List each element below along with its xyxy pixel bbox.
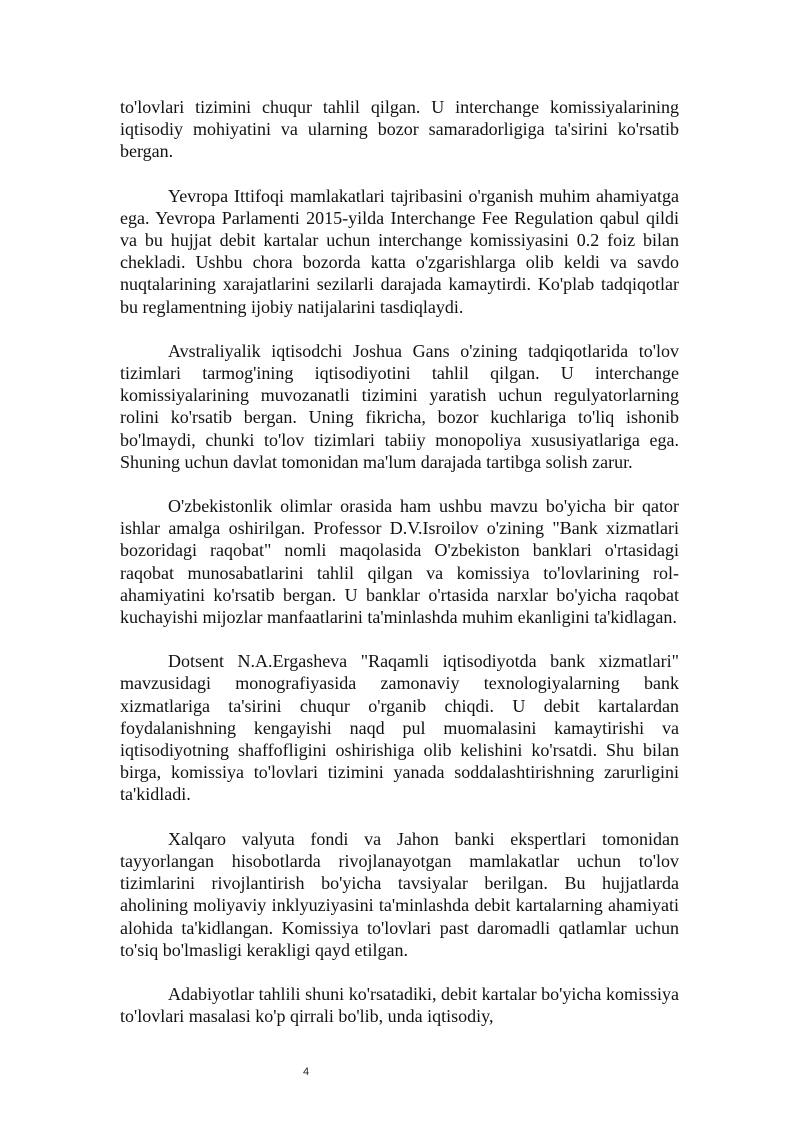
- paragraph-3: Avstraliyalik iqtisodchi Joshua Gans o'zining tadqiqotlarida to'lov tizimlari tarmog'ining iqtisodiyotini tahlil qilgan. U interchange komissiyalarining muvozanatli tizimini yaratish uchun regulyatorlarning rolini ko'rsatib bergan. Uning fikricha, bozor kuchlariga to'liq ishonib bo'lmaydi, chunki to'lov tizimlari tabiiy monopoliya xususiyatlariga ega. Shuning uchun davlat tomonidan ma'lum darajada tartibga solish zarur.: [120, 340, 679, 472]
- paragraph-1: to'lovlari tizimini chuqur tahlil qilgan. U interchange komissiyalarining iqtisodiy mohiyatini va ularning bozor samaradorligiga ta'sirini ko'rsatib bergan.: [120, 97, 679, 162]
- paragraph-6: Xalqaro valyuta fondi va Jahon banki ekspertlari tomonidan tayyorlangan hisobotlarda rivojlanayotgan mamlakatlar uchun to'lov tizimlarini rivojlantirish bo'yicha tavsiyalar berilgan. Bu hujjatlarda aholining moliyaviy inklyuziyasini ta'minlashda debit kartalarning ahamiyati alohida ta'kidlangan. Komissiya to'lovlari past daromadli qatlamlar uchun to'siq bo'lmasligi kerakligi qayd etilgan.: [120, 828, 679, 960]
- paragraph-4: O'zbekistonlik olimlar orasida ham ushbu mavzu bo'yicha bir qator ishlar amalga oshirilgan. Professor D.V.Isroilov o'zining "Bank xizmatlari bozoridagi raqobat" nomli maqolasida O'zbekiston banklari o'rtasidagi raqobat munosabatlarini tahlil qilgan va komissiya to'lovlarining rol-ahamiyatini ko'rsatib bergan. U banklar o'rtasida narxlar bo'yicha raqobat kuchayishi mijozlar manfaatlarini ta'minlashda muhim ekanligini ta'kidlagan.: [120, 496, 679, 628]
- paragraph-5: Dotsent N.A.Ergasheva "Raqamli iqtisodiyotda bank xizmatlari" mavzusidagi monografiyasida zamonaviy texnologiyalarning bank xizmatlariga ta'sirini chuqur o'rganib chiqdi. U debit kartalardan foydalanishning kengayishi naqd pul muomalasini kamaytirishi va iqtisodiyotning shaffofligini oshirishiga olib kelishini ko'rsatdi. Shu bilan birga, komissiya to'lovlari tizimini yanada soddalashtirishning zarurligini ta'kidladi.: [120, 651, 679, 805]
- page-number: 4: [302, 1066, 310, 1078]
- paragraph-7: Adabiyotlar tahlili shuni ko'rsatadiki, debit kartalar bo'yicha komissiya to'lovlari masalasi ko'p qirrali bo'lib, unda iqtisodiy,: [120, 983, 679, 1027]
- paragraph-2: Yevropa Ittifoqi mamlakatlari tajribasini o'rganish muhim ahamiyatga ega. Yevropa Parlamenti 2015-yilda Interchange Fee Regulation qabul qildi va bu hujjat debit kartalar uchun interchange komissiyasini 0.2 foiz bilan chekladi. Ushbu chora bozorda katta o'zgarishlarga olib keldi va savdo nuqtalarining xarajatlarini sezilarli darajada kamaytirdi. Ko'plab tadqiqotlar bu reglamentning ijobiy natijalarini tasdiqlaydi.: [120, 185, 679, 317]
- page-body: [120, 96, 679, 1049]
